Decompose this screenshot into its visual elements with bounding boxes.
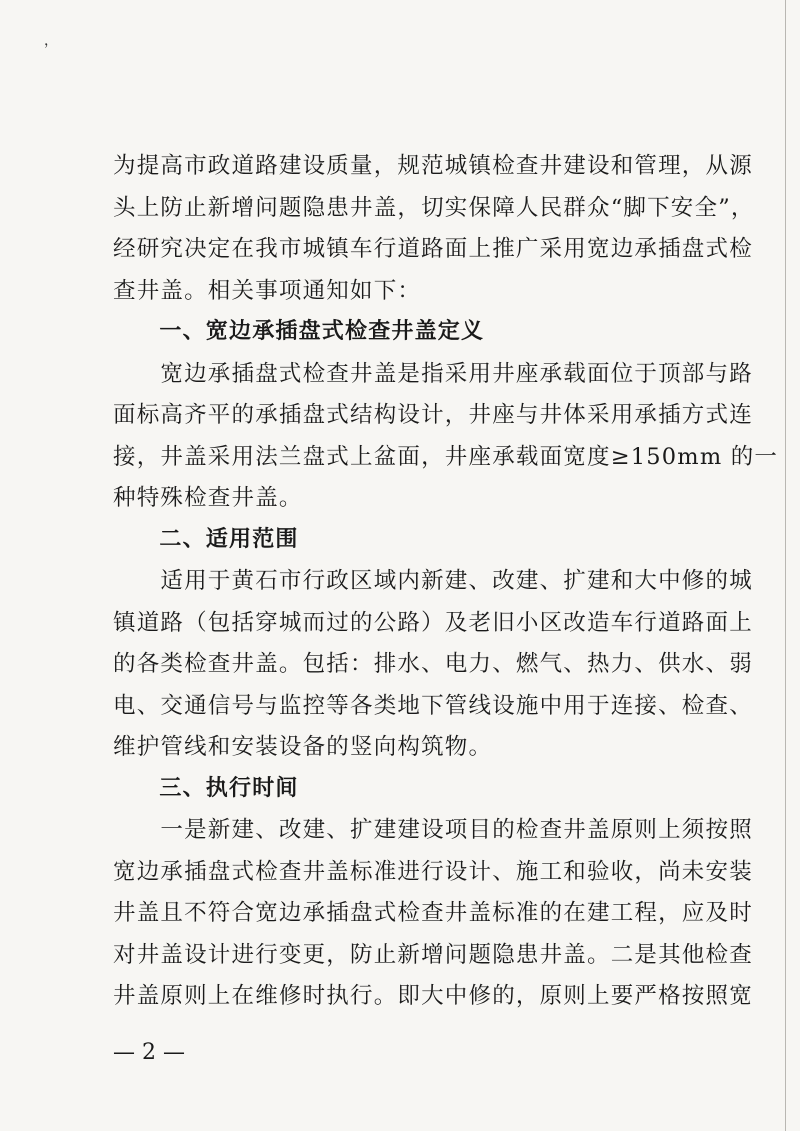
body-line-8: 接，井盖采用法兰盘式上盆面，井座承载面宽度≥150mm 的一 xyxy=(113,443,779,470)
body-line-7: 面标高齐平的承插盘式结构设计，井座与井体采用承插方式连 xyxy=(113,402,753,428)
body-line-3: 经研究决定在我市城镇车行道路面上推广采用宽边承插盘式检 xyxy=(113,236,753,262)
body-line-1: 为提高市政道路建设质量，规范城镇检查井建设和管理，从源 xyxy=(113,153,753,179)
body-line-18: 宽边承插盘式检查井盖标准进行设计、施工和验收，尚未安装 xyxy=(113,858,753,885)
body-line-9: 种特殊检查井盖。 xyxy=(113,485,303,511)
body-line-12: 镇道路（包括穿城而过的公路）及老旧小区改造车行道路面上 xyxy=(113,609,753,636)
body-line-13: 的各类检查井盖。包括：排水、电力、燃气、热力、供水、弱 xyxy=(113,651,753,677)
section-heading-2: 二、适用范围 xyxy=(113,526,299,552)
body-line-4: 查井盖。相关事项通知如下： xyxy=(113,277,422,304)
body-line-15: 维护管线和安装设备的竖向构筑物。 xyxy=(113,734,493,760)
body-line-19: 井盖且不符合宽边承插盘式检查井盖标准的在建工程，应及时 xyxy=(113,900,753,926)
page-number: — 2 — xyxy=(113,1039,185,1065)
header-mark: ， xyxy=(44,33,58,49)
body-line-11: 适用于黄石市行政区域内新建、改建、扩建和大中修的城 xyxy=(113,568,753,594)
body-line-21: 井盖原则上在维修时执行。即大中修的，原则上要严格按照宽 xyxy=(113,983,753,1009)
body-line-2: 头上防止新增问题隐患井盖，切实保障人民群众“脚下安全”， xyxy=(113,194,755,221)
body-line-6: 宽边承插盘式检查井盖是指采用井座承载面位于顶部与路 xyxy=(113,360,753,387)
body-line-20: 对井盖设计进行变更，防止新增问题隐患井盖。二是其他检查 xyxy=(113,941,753,968)
scan-edge-line xyxy=(785,0,786,1131)
section-heading-3: 三、执行时间 xyxy=(113,775,299,801)
body-line-14: 电、交通信号与监控等各类地下管线设施中用于连接、检查、 xyxy=(113,692,753,719)
section-heading-1: 一、宽边承插盘式检查井盖定义 xyxy=(113,319,485,344)
body-line-17: 一是新建、改建、扩建建设项目的检查井盖原则上须按照 xyxy=(113,817,753,843)
